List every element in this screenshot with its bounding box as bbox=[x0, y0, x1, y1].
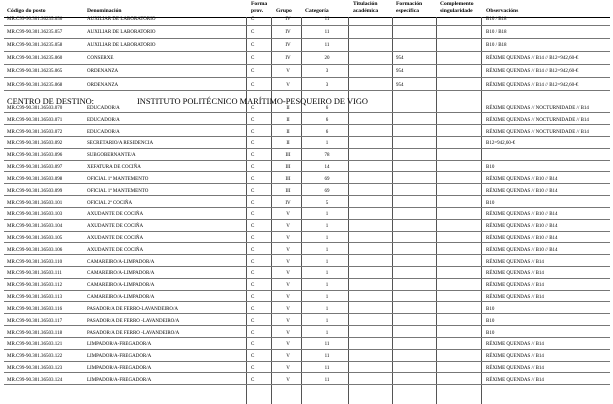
cell-codigo: MR.C99-90.301.36503.099 bbox=[7, 188, 63, 194]
cell-observaciones: RÉXIME QUENDAS // NOCTURNIDADE // B14 bbox=[486, 106, 589, 111]
header-categoria: Categoría bbox=[305, 8, 329, 14]
cell-formacion: 954 bbox=[396, 82, 404, 88]
cell-observaciones: RÉXIME QUENDAS // B14 bbox=[486, 377, 544, 383]
cell-observaciones: RÉXIME QUENDAS // B10 // B14 bbox=[486, 188, 558, 194]
cell-denominacion: PASADOR/A DE FERRO-LAVANDEIRO/A bbox=[87, 306, 179, 312]
cell-denominacion: AUXILIAR DE LABORATORIO bbox=[87, 30, 156, 36]
cell-denominacion: LIMPADOR/A-FREGADOR/A bbox=[87, 377, 152, 383]
cell-forma: C bbox=[251, 153, 255, 159]
cell-codigo: MR.C99-90.301.36503.113 bbox=[7, 295, 63, 301]
cell-forma: C bbox=[251, 69, 255, 75]
cell-codigo: MR.C99-90.301.36503.096 bbox=[7, 153, 63, 159]
row-separator bbox=[4, 171, 610, 172]
cell-codigo: MR.C99-90.301.36503.116 bbox=[7, 306, 63, 312]
cell-grupo: V bbox=[286, 295, 290, 301]
cell-forma: C bbox=[251, 176, 255, 182]
table-row bbox=[0, 106, 613, 112]
cell-codigo: MR.C99-90.301.36503.092 bbox=[7, 141, 63, 147]
table-row bbox=[0, 236, 613, 242]
cell-forma: C bbox=[251, 342, 255, 348]
table-row bbox=[0, 295, 613, 301]
row-separator bbox=[4, 148, 610, 149]
cell-formacion: 954 bbox=[396, 56, 404, 62]
header-titulacion-line1: Titulación bbox=[353, 1, 378, 7]
table-row bbox=[0, 141, 613, 147]
row-separator bbox=[4, 160, 610, 161]
cell-codigo: MR.C99-90.301.36503.117 bbox=[7, 318, 63, 324]
cell-forma: C bbox=[251, 106, 255, 111]
cell-denominacion: AXUDANTE DE COCIÑA bbox=[87, 247, 144, 253]
table-row bbox=[0, 331, 613, 337]
cell-observaciones: B10 bbox=[486, 330, 495, 336]
centro-label: CENTRO DE DESTINO: bbox=[7, 97, 95, 106]
cell-categoria: 11 bbox=[324, 43, 330, 49]
cell-observaciones: RÉXIME QUENDAS // B14 bbox=[486, 366, 544, 372]
row-separator bbox=[4, 313, 610, 314]
cell-observaciones: B10 bbox=[486, 165, 495, 171]
cell-categoria: 6 bbox=[325, 117, 329, 123]
header-formacion-line1: Formación bbox=[396, 1, 423, 7]
cell-grupo: V bbox=[286, 283, 290, 289]
cell-codigo: MR.C99-90.301.36503.123 bbox=[7, 366, 63, 372]
cell-categoria: 11 bbox=[324, 342, 330, 348]
cell-forma: C bbox=[251, 354, 255, 360]
cell-categoria: 11 bbox=[324, 17, 330, 22]
cell-observaciones: RÉXIME QUENDAS // B14 bbox=[486, 295, 544, 301]
cell-denominacion: PASADOR/A DE FERRO -LAVANDEIRO/A bbox=[87, 330, 180, 336]
cell-categoria: 1 bbox=[325, 283, 329, 289]
row-separator bbox=[4, 207, 610, 208]
cell-observaciones: RÉXIME QUENDAS // B14 bbox=[486, 259, 544, 265]
cell-observaciones: RÉXIME QUENDAS // B10 // B14 bbox=[486, 176, 558, 182]
cell-grupo: IV bbox=[285, 17, 291, 22]
cell-grupo: IV bbox=[285, 56, 291, 62]
cell-denominacion: SUBGOBERNANTE/A bbox=[87, 153, 136, 159]
row-separator bbox=[4, 77, 610, 78]
cell-denominacion: LIMPADOR/A-FREGADOR/A bbox=[87, 366, 152, 372]
cell-grupo: V bbox=[286, 224, 290, 230]
row-separator bbox=[4, 183, 610, 184]
cell-denominacion: AXUDANTE DE COCIÑA bbox=[87, 212, 144, 218]
cell-forma: C bbox=[251, 56, 255, 62]
cell-grupo: III bbox=[285, 165, 291, 171]
cell-codigo: MR.C99-90.301.36235.057 bbox=[7, 30, 63, 36]
cell-categoria: 11 bbox=[324, 354, 330, 360]
cell-grupo: IV bbox=[285, 43, 291, 49]
cell-codigo: MR.C99-90.301.36503.098 bbox=[7, 176, 63, 182]
table-row bbox=[0, 17, 613, 23]
table-row bbox=[0, 366, 613, 372]
cell-grupo: III bbox=[285, 153, 291, 159]
cell-denominacion: EDUCADOR/A bbox=[87, 129, 120, 135]
cell-observaciones: RÉXIME QUENDAS // B10 // B14 bbox=[486, 212, 558, 218]
cell-grupo: III bbox=[285, 188, 291, 194]
cell-categoria: 11 bbox=[324, 366, 330, 372]
row-separator bbox=[4, 290, 610, 291]
cell-forma: C bbox=[251, 165, 255, 171]
cell-observaciones: B10 / B18 bbox=[486, 43, 507, 49]
cell-grupo: V bbox=[286, 247, 290, 253]
header-forma-line2: prov. bbox=[251, 8, 264, 14]
cell-categoria: 78 bbox=[324, 153, 330, 159]
cell-observaciones: RÉXIME QUENDAS // B14 bbox=[486, 271, 544, 277]
row-separator bbox=[4, 219, 610, 220]
cell-categoria: 1 bbox=[325, 212, 329, 218]
cell-observaciones: B10 / B18 bbox=[486, 30, 507, 36]
cell-codigo: MR.C99-90.301.36503.112 bbox=[7, 283, 63, 289]
cell-categoria: 69 bbox=[324, 188, 330, 194]
cell-categoria: 1 bbox=[325, 141, 329, 147]
table-row bbox=[0, 342, 613, 348]
centro-name: INSTITUTO POLITÉCNICO MARÍTIMO-PESQUEIRO DE VIGO bbox=[137, 97, 368, 106]
cell-grupo: III bbox=[285, 176, 291, 182]
cell-codigo: MR.C99-90.301.36503.072 bbox=[7, 129, 63, 135]
cell-denominacion: XEFATURA DE COCIÑA bbox=[87, 165, 141, 171]
cell-categoria: 11 bbox=[324, 377, 330, 383]
cell-forma: C bbox=[251, 236, 255, 242]
cell-codigo: MR.C99-90.301.36503.097 bbox=[7, 165, 63, 171]
cell-codigo: MR.C99-90.301.36503.106 bbox=[7, 247, 63, 253]
cell-codigo: MR.C99-90.301.36503.071 bbox=[7, 117, 63, 123]
header-complemento-line1: Complemento bbox=[440, 1, 474, 7]
cell-observaciones: B10 bbox=[486, 318, 495, 324]
row-separator bbox=[4, 124, 610, 125]
cell-observaciones: RÉXIME QUENDAS // B14 // B12=942,60-€ bbox=[486, 56, 579, 62]
table-row bbox=[0, 43, 613, 49]
row-separator bbox=[4, 64, 610, 65]
cell-forma: C bbox=[251, 129, 255, 135]
cell-observaciones: RÉXIME QUENDAS // NOCTURNIDADE // B14 bbox=[486, 129, 589, 135]
table-row bbox=[0, 224, 613, 230]
cell-categoria: 6 bbox=[325, 106, 329, 111]
cell-grupo: II bbox=[286, 106, 290, 111]
table-row bbox=[0, 83, 613, 89]
cell-denominacion: PASADOR/A DE FERRO -LAVANDEIRO/A bbox=[87, 318, 180, 324]
cell-grupo: IV bbox=[285, 200, 291, 206]
table-row bbox=[0, 283, 613, 289]
header-forma-line1: Forma bbox=[251, 1, 268, 7]
row-separator bbox=[4, 278, 610, 279]
cell-codigo: MR.C99-90.301.36503.103 bbox=[7, 212, 63, 218]
cell-forma: C bbox=[251, 271, 255, 277]
table-row bbox=[0, 69, 613, 75]
table-row bbox=[0, 319, 613, 325]
table-row bbox=[0, 260, 613, 266]
cell-categoria: 1 bbox=[325, 306, 329, 312]
cell-categoria: 1 bbox=[325, 271, 329, 277]
table-row bbox=[0, 30, 613, 36]
cell-observaciones: B12=942,60-€ bbox=[486, 141, 516, 147]
cell-forma: C bbox=[251, 200, 255, 206]
table-row bbox=[0, 307, 613, 313]
cell-categoria: 5 bbox=[325, 200, 329, 206]
table-row bbox=[0, 130, 613, 136]
table-row bbox=[0, 118, 613, 124]
cell-denominacion: CONSERXE bbox=[87, 56, 114, 62]
cell-codigo: MR.C99-90.301.36503.070 bbox=[7, 106, 63, 111]
cell-observaciones: RÉXIME QUENDAS // B10 // B14 bbox=[486, 247, 558, 253]
cell-forma: C bbox=[251, 306, 255, 312]
cell-denominacion: AUXILIAR DE LABORATORIO bbox=[87, 43, 156, 49]
cell-categoria: 1 bbox=[325, 259, 329, 265]
cell-forma: C bbox=[251, 212, 255, 218]
cell-codigo: MR.C99-90.301.36503.121 bbox=[7, 342, 63, 348]
cell-denominacion: EDUCADOR/A bbox=[87, 106, 120, 111]
cell-grupo: V bbox=[286, 330, 290, 336]
row-separator bbox=[4, 349, 610, 350]
cell-formacion: 954 bbox=[396, 69, 404, 75]
cell-codigo: MR.C99-90.301.36503.101 bbox=[7, 200, 63, 206]
cell-forma: C bbox=[251, 330, 255, 336]
cell-codigo: MR.C99-90.301.36503.110 bbox=[7, 259, 63, 265]
row-separator bbox=[4, 90, 610, 91]
row-separator bbox=[4, 112, 610, 113]
cell-observaciones: RÉXIME QUENDAS // B14 bbox=[486, 283, 544, 289]
row-separator bbox=[4, 25, 610, 26]
cell-grupo: V bbox=[286, 212, 290, 218]
cell-grupo: V bbox=[286, 354, 290, 360]
cell-grupo: V bbox=[286, 259, 290, 265]
cell-observaciones: RÉXIME QUENDAS // B10 // B14 bbox=[486, 224, 558, 230]
cell-grupo: V bbox=[286, 82, 290, 88]
cell-denominacion: LIMPADOR/A-FREGADOR/A bbox=[87, 354, 152, 360]
cell-forma: C bbox=[251, 82, 255, 88]
table-row bbox=[0, 201, 613, 207]
cell-grupo: V bbox=[286, 377, 290, 383]
cell-observaciones: RÉXIME QUENDAS // B14 // B12=942,60-€ bbox=[486, 82, 579, 88]
cell-denominacion: CAMAREIRO/A-LIMPADOR/A bbox=[87, 295, 155, 301]
cell-grupo: V bbox=[286, 236, 290, 242]
cell-forma: C bbox=[251, 283, 255, 289]
cell-codigo: MR.C99-90.301.36503.111 bbox=[7, 271, 62, 277]
cell-denominacion: CAMAREIRO/A-LIMPADOR/A bbox=[87, 271, 155, 277]
cell-codigo: MR.C99-90.301.36503.122 bbox=[7, 354, 63, 360]
row-separator bbox=[4, 372, 610, 373]
header-denominacion: Denominación bbox=[87, 8, 122, 14]
cell-observaciones: RÉXIME QUENDAS // NOCTURNIDADE // B14 bbox=[486, 117, 589, 123]
cell-grupo: II bbox=[286, 129, 290, 135]
cell-codigo: MR.C99-90.301.36235.058 bbox=[7, 43, 63, 49]
cell-categoria: 1 bbox=[325, 236, 329, 242]
table-row bbox=[0, 212, 613, 218]
cell-forma: C bbox=[251, 295, 255, 301]
cell-categoria: 69 bbox=[324, 176, 330, 182]
header-complemento-line2: singularidade bbox=[440, 8, 473, 14]
cell-grupo: V bbox=[286, 318, 290, 324]
cell-observaciones: RÉXIME QUENDAS // B14 bbox=[486, 354, 544, 360]
cell-forma: C bbox=[251, 17, 255, 22]
header-titulacion-line2: académica bbox=[353, 8, 379, 14]
cell-forma: C bbox=[251, 224, 255, 230]
cell-grupo: V bbox=[286, 366, 290, 372]
row-separator bbox=[4, 337, 610, 338]
row-separator bbox=[4, 231, 610, 232]
table-row bbox=[0, 248, 613, 254]
table-row bbox=[0, 378, 613, 384]
cell-denominacion: AXUDANTE DE COCIÑA bbox=[87, 236, 144, 242]
cell-forma: C bbox=[251, 43, 255, 49]
cell-forma: C bbox=[251, 188, 255, 194]
table-row bbox=[0, 56, 613, 62]
cell-codigo: MR.C99-90.301.36235.056 bbox=[7, 17, 63, 22]
row-separator bbox=[4, 301, 610, 302]
cell-observaciones: RÉXIME QUENDAS // B10 // B14 bbox=[486, 236, 558, 242]
cell-categoria: 1 bbox=[325, 224, 329, 230]
header-grupo: Grupo bbox=[276, 8, 292, 14]
cell-denominacion: OFICIAL 1ª MANTEMENTO bbox=[87, 176, 149, 182]
header-formacion-line2: específica bbox=[396, 8, 419, 14]
cell-observaciones: B10 bbox=[486, 306, 495, 312]
cell-denominacion: SECRETARIO/A RESIDENCIA bbox=[87, 141, 154, 147]
cell-denominacion: EDUCADOR/A bbox=[87, 117, 120, 123]
cell-grupo: V bbox=[286, 306, 290, 312]
cell-categoria: 11 bbox=[324, 30, 330, 36]
cell-denominacion: LIMPADOR/A-FREGADOR/A bbox=[87, 342, 152, 348]
cell-observaciones: RÉXIME QUENDAS // B14 // B12=942,60-€ bbox=[486, 69, 579, 75]
cell-categoria: 1 bbox=[325, 330, 329, 336]
cell-denominacion: AUXILIAR DE LABORATORIO bbox=[87, 17, 156, 22]
cell-denominacion: CAMAREIRO/A-LIMPADOR/A bbox=[87, 283, 155, 289]
cell-observaciones: RÉXIME QUENDAS // B14 bbox=[486, 342, 544, 348]
cell-categoria: 1 bbox=[325, 247, 329, 253]
cell-categoria: 14 bbox=[324, 165, 330, 171]
row-separator bbox=[4, 384, 610, 385]
row-separator bbox=[4, 242, 610, 243]
row-separator bbox=[4, 361, 610, 362]
table-row bbox=[0, 165, 613, 171]
cell-forma: C bbox=[251, 117, 255, 123]
cell-forma: C bbox=[251, 318, 255, 324]
row-separator bbox=[4, 195, 610, 196]
cell-grupo: II bbox=[286, 117, 290, 123]
cell-grupo: II bbox=[286, 141, 290, 147]
cell-categoria: 3 bbox=[325, 69, 329, 75]
cell-grupo: V bbox=[286, 69, 290, 75]
cell-codigo: MR.C99-90.301.36503.118 bbox=[7, 330, 63, 336]
row-separator bbox=[4, 38, 610, 39]
cell-grupo: V bbox=[286, 342, 290, 348]
row-separator bbox=[4, 325, 610, 326]
cell-observaciones: B10 / B18 bbox=[486, 17, 507, 22]
table-row bbox=[0, 271, 613, 277]
table-row bbox=[0, 189, 613, 195]
row-separator bbox=[4, 266, 610, 267]
cell-denominacion: CAMAREIRO/A-LIMPADOR/A bbox=[87, 259, 155, 265]
cell-denominacion: OFICIAL 2ª COCIÑA bbox=[87, 200, 133, 206]
cell-codigo: MR.C99-90.301.36503.104 bbox=[7, 224, 63, 230]
table-row bbox=[0, 153, 613, 159]
row-separator bbox=[4, 254, 610, 255]
cell-forma: C bbox=[251, 247, 255, 253]
cell-denominacion: ORDENANZA bbox=[87, 69, 119, 75]
cell-denominacion: ORDENANZA bbox=[87, 82, 119, 88]
cell-codigo: MR.C99-90.301.36503.124 bbox=[7, 377, 63, 383]
cell-codigo: MR.C99-90.301.36235.065 bbox=[7, 69, 63, 75]
cell-observaciones: B10 bbox=[486, 200, 495, 206]
cell-forma: C bbox=[251, 259, 255, 265]
cell-forma: C bbox=[251, 366, 255, 372]
cell-categoria: 6 bbox=[325, 129, 329, 135]
cell-forma: C bbox=[251, 377, 255, 383]
cell-denominacion: AXUDANTE DE COCIÑA bbox=[87, 224, 144, 230]
cell-grupo: V bbox=[286, 271, 290, 277]
cell-categoria: 20 bbox=[324, 56, 330, 62]
cell-categoria: 3 bbox=[325, 82, 329, 88]
cell-denominacion: OFICIAL 1ª MANTEMENTO bbox=[87, 188, 149, 194]
cell-codigo: MR.C99-90.301.36235.068 bbox=[7, 82, 63, 88]
header-codigo: Código do posto bbox=[7, 8, 46, 14]
cell-forma: C bbox=[251, 30, 255, 36]
header-observaciones: Observacións bbox=[486, 8, 519, 14]
row-separator bbox=[4, 51, 610, 52]
table-row bbox=[0, 177, 613, 183]
cell-forma: C bbox=[251, 141, 255, 147]
cell-grupo: IV bbox=[285, 30, 291, 36]
table-row bbox=[0, 354, 613, 360]
cell-categoria: 1 bbox=[325, 295, 329, 301]
cell-categoria: 1 bbox=[325, 318, 329, 324]
row-separator bbox=[4, 136, 610, 137]
cell-codigo: MR.C99-90.301.36503.105 bbox=[7, 236, 63, 242]
cell-codigo: MR.C99-90.301.36235.060 bbox=[7, 56, 63, 62]
